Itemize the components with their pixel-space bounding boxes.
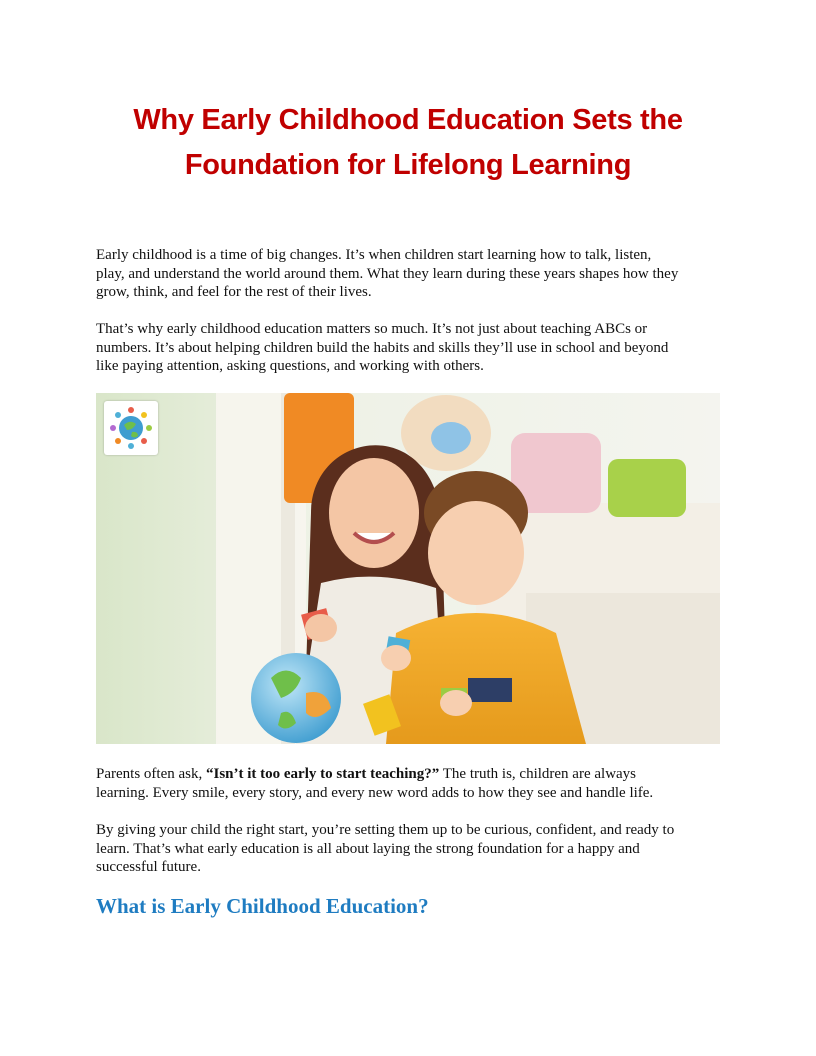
importance-paragraph [96, 320, 724, 376]
paragraph-line: like paying attention, asking questions, and working with others. [96, 358, 484, 374]
title-line-1: Why Early Childhood Education Sets the [133, 104, 683, 136]
paragraph-line: learning. Every smile, every story, and every new word adds to how they see and handle life. [96, 784, 654, 801]
text-segment: Parents often ask, [96, 766, 206, 782]
paragraph-line: play, and understand the world around them. What they learn during these years shapes how they [96, 265, 679, 282]
paragraph-line: successful future. [96, 859, 201, 875]
mother-child-photo [96, 393, 720, 744]
logo-graphic [108, 405, 154, 451]
title-line-2: Foundation for Lifelong Learning [184, 149, 632, 181]
paragraph-line [96, 765, 724, 784]
right-start-paragraph [96, 821, 724, 877]
paragraph-line: That’s why early childhood education matters so much. It’s not just about teaching ABCs or [96, 321, 648, 337]
children-around-globe-logo-icon [104, 401, 158, 455]
paragraph-line: Early childhood is a time of big changes. It’s when children start learning how to talk, listen, [96, 247, 652, 263]
paragraph-line: learn. That’s what early education is all about laying the strong foundation for a happy and [96, 840, 640, 857]
bold-quote: “Isn’t it too early to start teaching?” [205, 766, 440, 782]
paragraph-line: numbers. It’s about helping children build the habits and skills they’ll use in school and beyond [96, 339, 669, 356]
parents-paragraph [96, 765, 724, 802]
text-segment: The truth is, children are always [439, 766, 637, 782]
paragraph-line: grow, think, and feel for the rest of their lives. [96, 284, 372, 300]
section-heading: What is Early Childhood Education? [96, 894, 429, 918]
intro-paragraph [96, 246, 724, 302]
document-title [60, 98, 756, 188]
paragraph-line: By giving your child the right start, you’re setting them up to be curious, confident, and ready to [96, 822, 675, 838]
photo-illustration [96, 393, 720, 744]
